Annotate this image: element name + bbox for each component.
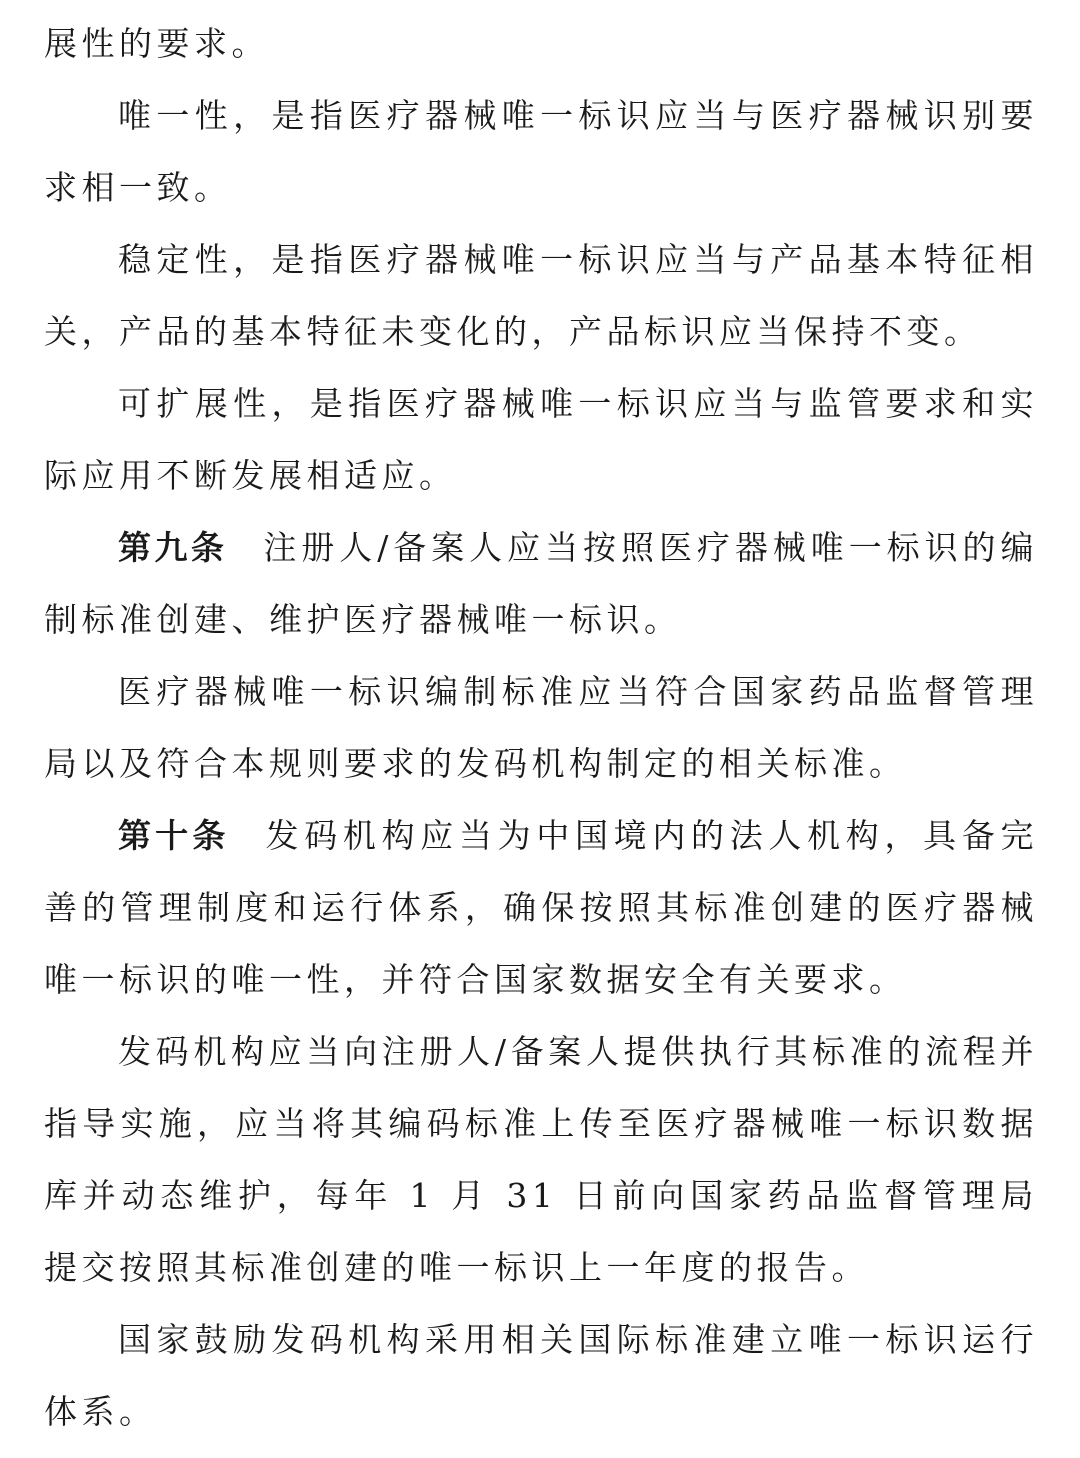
article-9-label: 第九条 bbox=[118, 528, 228, 567]
article-10-label: 第十条 bbox=[118, 816, 230, 855]
paragraph-text: 可扩展性，是指医疗器械唯一标识应当与监管要求和实际应用不断发展相适应。 bbox=[44, 384, 1038, 495]
paragraph-article-9 bbox=[44, 512, 1038, 656]
paragraph-extensibility bbox=[44, 368, 1038, 512]
paragraph-coding-standard bbox=[44, 656, 1038, 800]
paragraph-issuing-agency-duties bbox=[44, 1016, 1038, 1304]
paragraph-international-standards bbox=[44, 1304, 1038, 1448]
paragraph-continuation bbox=[44, 8, 1038, 80]
paragraph-text: 注册人/备案人应当按照医疗器械唯一标识的编制标准创建、维护医疗器械唯一标识。 bbox=[44, 528, 1038, 639]
paragraph-text: 国家鼓励发码机构采用相关国际标准建立唯一标识运行体系。 bbox=[44, 1320, 1038, 1431]
paragraph-text: 唯一性，是指医疗器械唯一标识应当与医疗器械识别要求相一致。 bbox=[44, 96, 1038, 207]
paragraph-text: 医疗器械唯一标识编制标准应当符合国家药品监督管理局以及符合本规则要求的发码机构制定的相关标准。 bbox=[44, 672, 1038, 783]
paragraph-text: 稳定性，是指医疗器械唯一标识应当与产品基本特征相关，产品的基本特征未变化的，产品标识应当保持不变。 bbox=[44, 240, 1038, 351]
paragraph-text: 发码机构应当向注册人/备案人提供执行其标准的流程并指导实施，应当将其编码标准上传至医疗器械唯一标识数据库并动态维护，每年 1 月 31 日前向国家药品监督管理局提交按照其标准创建的唯一标识上一年度的报告。 bbox=[44, 1032, 1038, 1287]
paragraph-text: 展性的要求。 bbox=[44, 24, 269, 63]
paragraph-uniqueness bbox=[44, 80, 1038, 224]
paragraph-stability bbox=[44, 224, 1038, 368]
paragraph-text: 发码机构应当为中国境内的法人机构，具备完善的管理制度和运行体系，确保按照其标准创建的医疗器械唯一标识的唯一性，并符合国家数据安全有关要求。 bbox=[44, 816, 1039, 999]
paragraph-article-10 bbox=[44, 800, 1038, 1016]
